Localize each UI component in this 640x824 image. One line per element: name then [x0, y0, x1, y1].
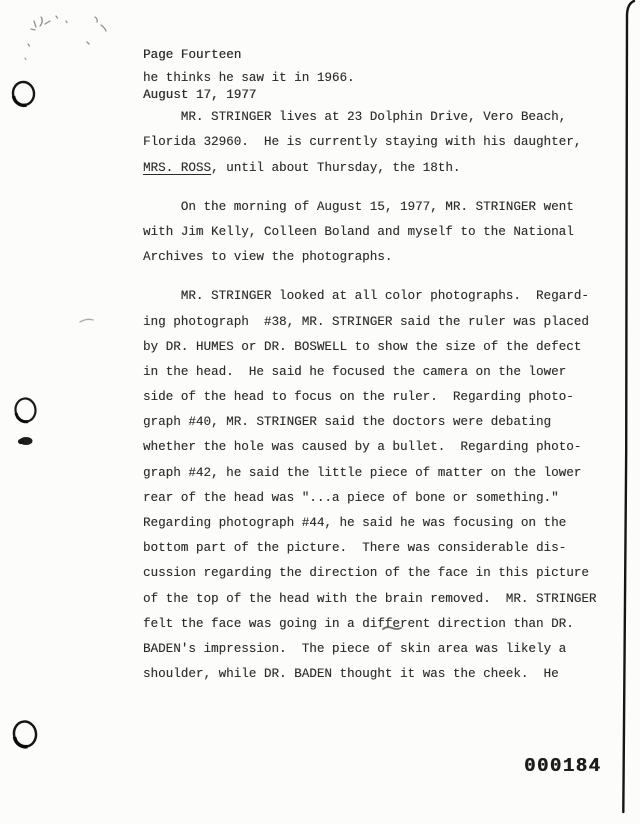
hole-punch-icon	[12, 720, 38, 748]
text-segment: felt the face was going in a different direction than DR.	[143, 616, 574, 631]
text-segment: Archives to view the photographs.	[143, 250, 393, 265]
text-line	[143, 511, 596, 536]
document-number-stamp: 000184	[524, 755, 602, 777]
text-line	[143, 385, 596, 410]
text-segment: graph #42, he said the little piece of matter on the lower	[143, 465, 582, 480]
text-segment: of the top of the head with the brain removed. MR. STRINGER	[143, 591, 597, 606]
underlined-text: MRS. ROSS	[143, 160, 212, 175]
ink-blob	[20, 437, 33, 445]
text-line	[143, 612, 596, 637]
text-line	[143, 130, 596, 155]
text-line	[143, 561, 596, 586]
text-line	[143, 662, 596, 687]
text-line	[143, 156, 596, 181]
text-segment: cussion regarding the direction of the face in this picture	[143, 566, 589, 581]
text-segment: , until about Thursday, the 18th.	[211, 160, 461, 175]
text-segment: ing photograph #38, MR. STRINGER said the ruler was placed	[143, 314, 589, 329]
ink-blob	[18, 439, 24, 444]
text-line	[143, 220, 596, 245]
text-line	[143, 66, 596, 91]
text-segment: he thinks he saw it in 1966.	[143, 71, 355, 85]
document-body	[143, 66, 596, 687]
hole-punch-shadow	[15, 737, 28, 747]
text-segment: by DR. HUMES or DR. BOSWELL to show the size of the defect	[143, 339, 582, 354]
hole-punch-shadow	[16, 413, 28, 422]
text-segment: whether the hole was caused by a bullet. Regarding photo-	[143, 440, 582, 455]
text-segment: rear of the head was "...a piece of bone or something."	[143, 490, 559, 505]
text-segment: BADEN's impression. The piece of skin area was likely a	[143, 641, 567, 656]
text-line	[143, 195, 596, 220]
hole-punch-shadow	[14, 96, 27, 105]
hole-punch-icon	[12, 81, 36, 107]
text-segment: with Jim Kelly, Colleen Boland and myself to the National	[143, 224, 574, 239]
text-line	[143, 360, 596, 385]
text-segment: On the morning of August 15, 1977, MR. STRINGER went	[143, 199, 574, 214]
document-date: August 17, 1977	[143, 88, 257, 103]
text-line	[143, 461, 596, 486]
page-number-label: Page Fourteen	[143, 47, 242, 62]
paragraph	[143, 105, 596, 181]
text-segment: graph #40, MR. STRINGER said the doctors were debating	[143, 415, 552, 430]
page-edge-line	[623, 1, 634, 812]
text-line	[143, 310, 596, 335]
text-segment: in the head. He said he focused the camera on the lower	[143, 364, 567, 379]
text-segment: Florida 32960. He is currently staying with his daughter,	[143, 135, 582, 150]
text-line	[143, 105, 596, 130]
text-segment: MR. STRINGER lives at 23 Dolphin Drive, Vero Beach,	[143, 110, 567, 125]
pencil-scribbles	[25, 16, 106, 322]
text-line	[143, 637, 596, 662]
text-line	[143, 335, 596, 360]
text-segment: bottom part of the picture. There was considerable dis-	[143, 541, 567, 556]
text-line	[143, 410, 596, 435]
text-line	[143, 245, 596, 270]
text-line	[143, 284, 596, 309]
hole-punch-icon	[14, 398, 36, 423]
text-line	[143, 587, 596, 612]
paragraph	[143, 284, 596, 687]
text-segment: side of the head to focus on the ruler. Regarding photo-	[143, 390, 574, 405]
text-line	[143, 435, 596, 460]
paragraph	[143, 66, 596, 91]
text-segment: Regarding photograph #44, he said he was focusing on the	[143, 516, 567, 530]
paragraph	[143, 195, 596, 271]
text-line	[143, 486, 596, 511]
text-line	[143, 536, 596, 561]
text-segment: shoulder, while DR. BADEN thought it was the cheek. He	[143, 667, 559, 682]
text-segment: MR. STRINGER looked at all color photographs. Regard-	[143, 289, 589, 304]
